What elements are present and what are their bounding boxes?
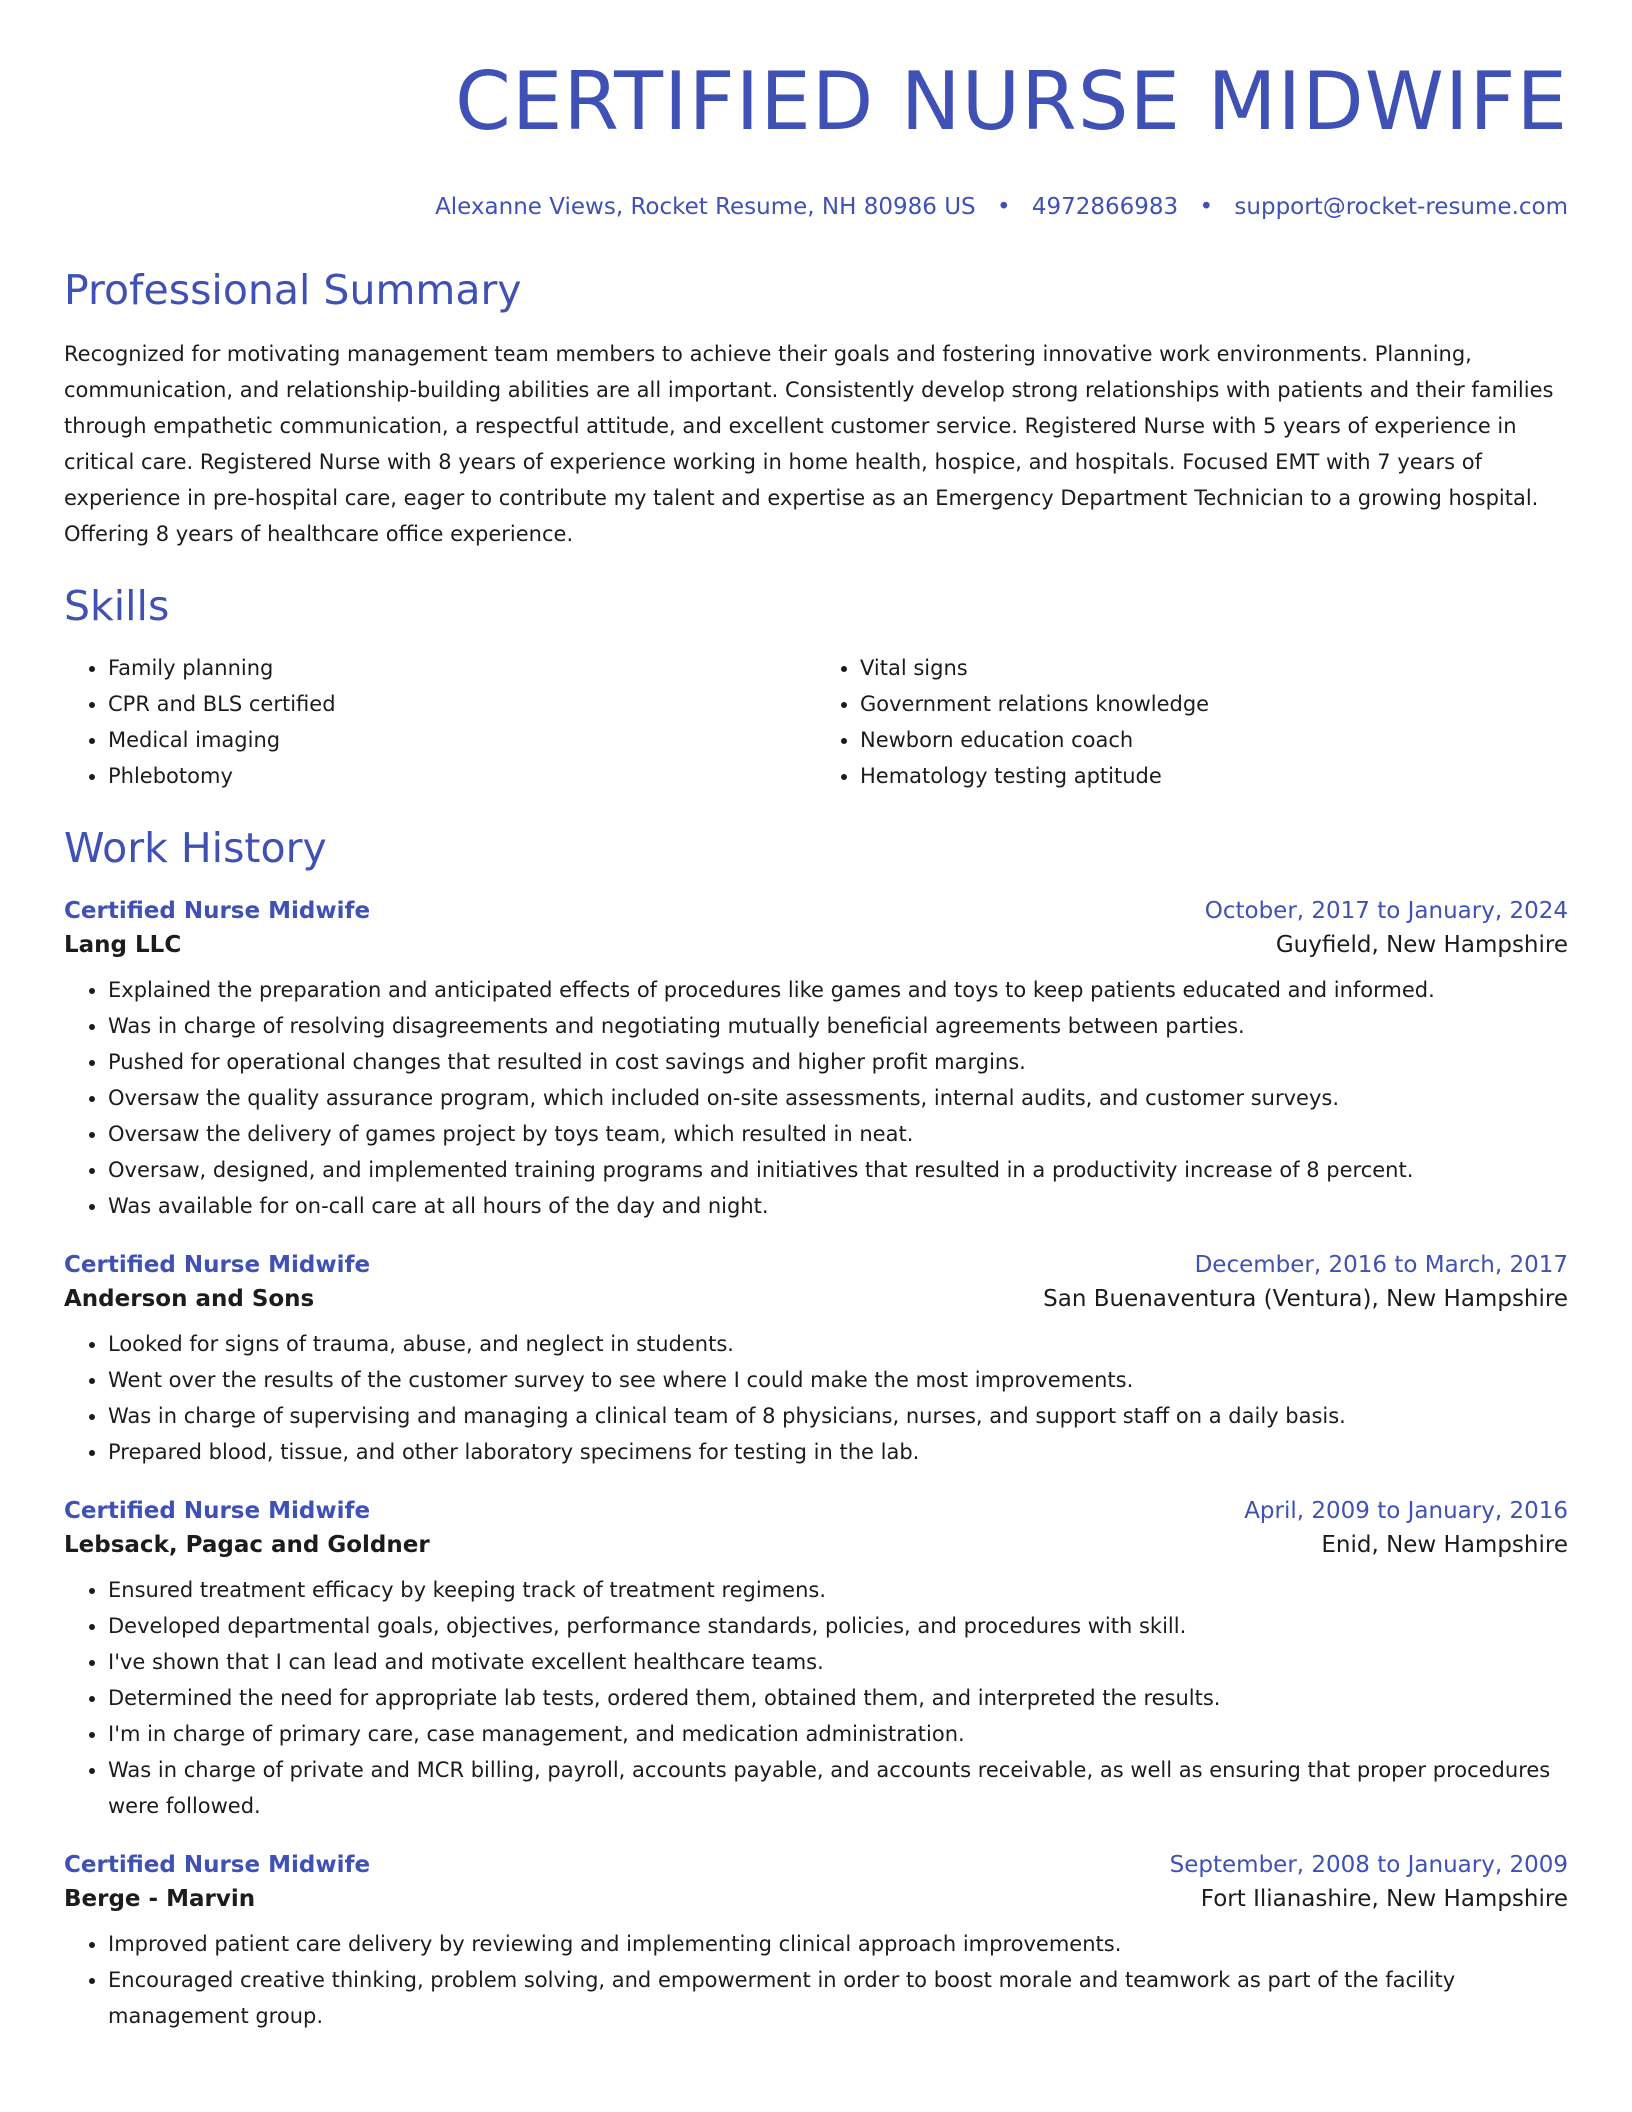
job-location: San Buenaventura (Ventura), New Hampshire [1043, 1286, 1568, 1312]
job-title-row [64, 898, 1568, 924]
job-title: Certified Nurse Midwife [64, 1498, 371, 1524]
job-company-row [64, 932, 1568, 958]
job-company: Lebsack, Pagac and Goldner [64, 1532, 430, 1558]
job-company: Berge - Marvin [64, 1886, 256, 1912]
job-bullets [64, 972, 1568, 1224]
resume-name: CERTIFIED NURSE MIDWIFE [454, 55, 1568, 148]
skill-item: • Family planning [108, 650, 816, 686]
job-bullet: • Developed departmental goals, objectives, performance standards, policies, and procedures with skill. [108, 1608, 1568, 1644]
job-company-row [64, 1286, 1568, 1312]
job-entry [64, 1252, 1568, 1470]
job-location: Guyfield, New Hampshire [1275, 932, 1568, 958]
job-bullet: • Improved patient care delivery by reviewing and implementing clinical approach improvements. [108, 1926, 1568, 1962]
skills-heading: Skills [64, 582, 170, 630]
job-bullets [64, 1926, 1568, 2034]
resume-header [64, 0, 1568, 220]
contact-email: support@rocket-resume.com [1234, 194, 1568, 220]
job-bullet: • Was in charge of resolving disagreements and negotiating mutually beneficial agreements between parties. [108, 1008, 1568, 1044]
job-bullet: • Went over the results of the customer survey to see where I could make the most improvements. [108, 1362, 1568, 1398]
job-bullets [64, 1326, 1568, 1470]
job-location: Enid, New Hampshire [1321, 1532, 1568, 1558]
job-dates: December, 2016 to March, 2017 [1194, 1252, 1568, 1278]
job-title: Certified Nurse Midwife [64, 1252, 371, 1278]
job-bullet: • Oversaw, designed, and implemented training programs and initiatives that resulted in a productivity increase of 8 percent. [108, 1152, 1568, 1188]
skill-item: • Phlebotomy [108, 758, 816, 794]
skill-item: • Newborn education coach [860, 722, 1568, 758]
job-location: Fort Ilianashire, New Hampshire [1200, 1886, 1568, 1912]
job-bullet: • Determined the need for appropriate lab tests, ordered them, obtained them, and interpreted the results. [108, 1680, 1568, 1716]
job-dates: April, 2009 to January, 2016 [1244, 1498, 1568, 1524]
job-title-row [64, 1852, 1568, 1878]
separator-dot: • [996, 194, 1011, 220]
job-entry [64, 1498, 1568, 1824]
job-entry [64, 898, 1568, 1224]
work-history-heading: Work History [64, 824, 327, 872]
job-title: Certified Nurse Midwife [64, 1852, 371, 1878]
job-bullet: • Encouraged creative thinking, problem solving, and empowerment in order to boost morale and teamwork as part of the facility management group. [108, 1962, 1568, 2034]
job-bullet: • Oversaw the delivery of games project by toys team, which resulted in neat. [108, 1116, 1568, 1152]
skill-item: • CPR and BLS certified [108, 686, 816, 722]
skill-item: • Medical imaging [108, 722, 816, 758]
job-bullet: • Pushed for operational changes that resulted in cost savings and higher profit margins. [108, 1044, 1568, 1080]
job-title: Certified Nurse Midwife [64, 898, 371, 924]
contact-phone: 4972866983 [1031, 194, 1179, 220]
summary-section [64, 266, 1568, 552]
job-company-row [64, 1532, 1568, 1558]
job-bullet: • Was in charge of supervising and managing a clinical team of 8 physicians, nurses, and support staff on a daily basis. [108, 1398, 1568, 1434]
job-bullet: • Ensured treatment efficacy by keeping track of treatment regimens. [108, 1572, 1568, 1608]
summary-text: Recognized for motivating management team members to achieve their goals and fostering innovative work environments. Planning, communication, and relationship-building abilities are all important. Consistently develop strong relationships with patients and their families through empathetic communication, a respectful attitude, and excellent customer service. Registered Nurse with 5 years of experience in critical care. Registered Nurse with 8 years of experience working in home health, hospice, and hospitals. Focused EMT with 7 years of experience in pre-hospital care, eager to contribute my talent and expertise as an Emergency Department Technician to a growing hospital. Offering 8 years of healthcare office experience. [64, 342, 1554, 546]
skill-item: • Vital signs [860, 650, 1568, 686]
summary-heading: Professional Summary [64, 266, 522, 314]
job-entry [64, 1852, 1568, 2034]
job-bullets [64, 1572, 1568, 1824]
job-bullet: • I've shown that I can lead and motivate excellent healthcare teams. [108, 1644, 1568, 1680]
job-company: Anderson and Sons [64, 1286, 315, 1312]
skills-section [64, 582, 1568, 794]
job-bullet: • Was available for on-call care at all hours of the day and night. [108, 1188, 1568, 1224]
job-dates: October, 2017 to January, 2024 [1204, 898, 1568, 924]
job-company-row [64, 1886, 1568, 1912]
skill-item: • Hematology testing aptitude [860, 758, 1568, 794]
skills-list-left [64, 650, 816, 794]
job-bullet: • Oversaw the quality assurance program, which included on-site assessments, internal audits, and customer surveys. [108, 1080, 1568, 1116]
separator-dot: • [1199, 194, 1214, 220]
job-title-row [64, 1498, 1568, 1524]
skills-columns [64, 650, 1568, 794]
job-bullet: • Explained the preparation and anticipated effects of procedures like games and toys to keep patients educated and informed. [108, 972, 1568, 1008]
contact-address: Alexanne Views, Rocket Resume, NH 80986 US [435, 194, 976, 220]
skill-item: • Government relations knowledge [860, 686, 1568, 722]
job-bullet: • I'm in charge of primary care, case management, and medication administration. [108, 1716, 1568, 1752]
contact-line [64, 194, 1568, 220]
job-title-row [64, 1252, 1568, 1278]
job-dates: September, 2008 to January, 2009 [1169, 1852, 1568, 1878]
work-history-section [64, 824, 1568, 2034]
job-company: Lang LLC [64, 932, 182, 958]
job-bullet: • Prepared blood, tissue, and other laboratory specimens for testing in the lab. [108, 1434, 1568, 1470]
job-bullet: • Was in charge of private and MCR billing, payroll, accounts payable, and accounts receivable, as well as ensuring that proper procedures were followed. [108, 1752, 1568, 1824]
skills-list-right [816, 650, 1568, 794]
job-bullet: • Looked for signs of trauma, abuse, and neglect in students. [108, 1326, 1568, 1362]
